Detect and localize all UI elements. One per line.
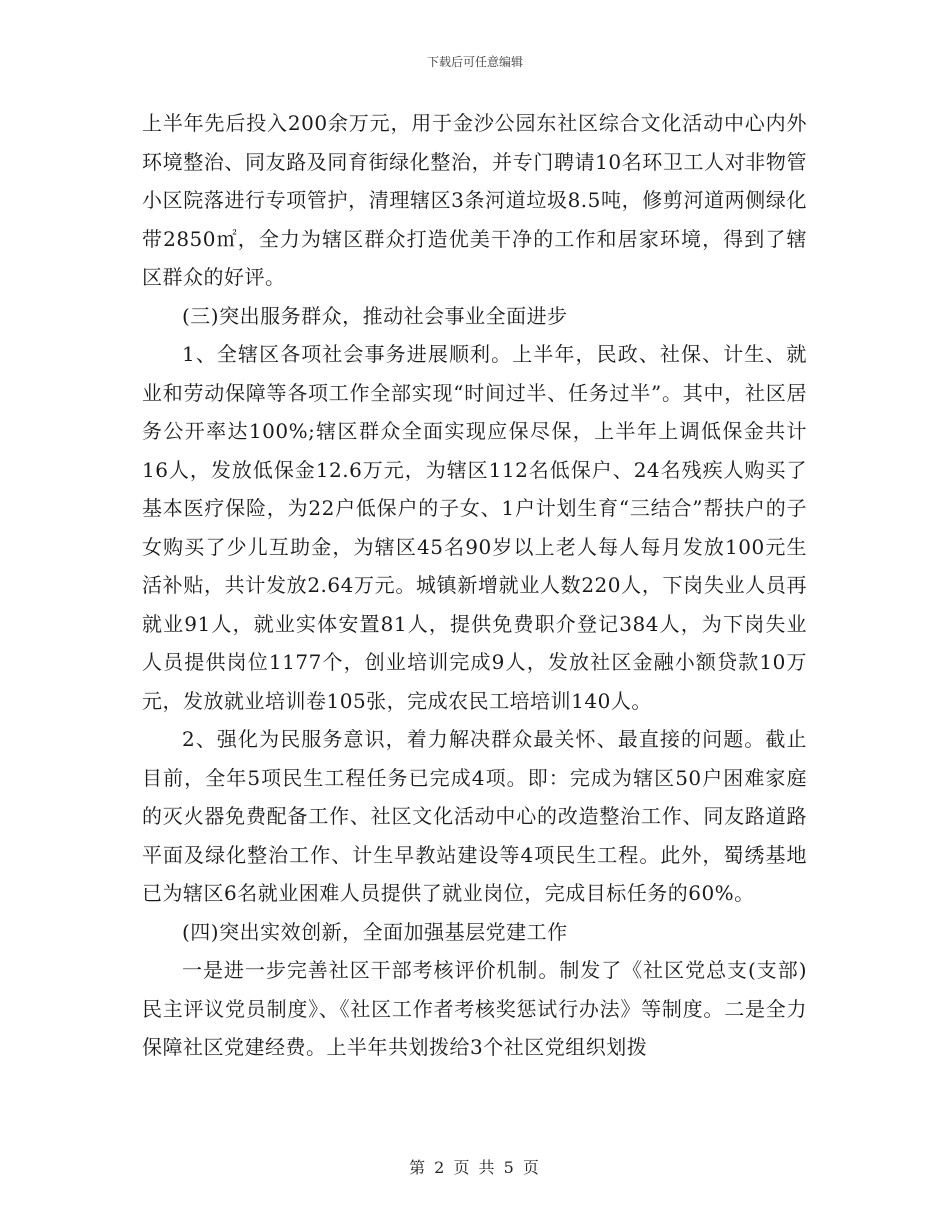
document-body [142,104,807,1067]
section-heading-4: (四)突出实效创新，全面加强基层党建工作 [182,919,568,944]
paragraph-public-service: 2、强化为民服务意识，着力解决群众最关怀、最直接的问题。截止目前，全年5项民生工程任务已完成4项。即：完成为辖区50户困难家庭的灭火器免费配备工作、社区文化活动中心的改造整治工作、同友路道路平面及绿化整治工作、计生早教站建设等4项民生工程。此外，蜀绣基地已为辖区6名就业困难人员提供了就业岗位，完成目标任务的60%。 [142,727,807,905]
paragraph-social-affairs: 1、全辖区各项社会事务进展顺利。上半年，民政、社保、计生、就业和劳动保障等各项工作全部实现“时间过半、任务过半”。其中，社区居务公开率达100%;辖区群众全面实现应保尽保，上半年上调低保金共计16人，发放低保金12.6万元，为辖区112名低保户、24名残疾人购买了基本医疗保险，为22户低保户的子女、1户计划生育“三结合”帮扶户的子女购买了少儿互助金，为辖区45名90岁以上老人每人每月发放100元生活补贴，共计发放2.64万元。城镇新增就业人数220人，下岗失业人员再就业91人，就业实体安置81人，提供免费职介登记384人，为下岗失业人员提供岗位1177个，创业培训完成9人，发放社区金融小额贷款10万元，发放就业培训卷105张，完成农民工培培训140人。 [142,342,807,713]
paragraph-party-building: 一是进一步完善社区干部考核评价机制。制发了《社区党总支(支部)民主评议党员制度》、《社区工作者考核奖惩试行办法》等制度。二是全力保障社区党建经费。上半年共划拨给3个社区党组织划拨 [142,958,807,1059]
section-heading-3: (三)突出服务群众，推动社会事业全面进步 [182,303,568,328]
page-number: 第 2 页 共 5 页 [409,1158,541,1177]
page-header: 下载后可任意编辑 [426,55,523,69]
paragraph-environment: 上半年先后投入200余万元，用于金沙公园东社区综合文化活动中心内外环境整治、同友路及同育街绿化整治，并专门聘请10名环卫工人对非物管小区院落进行专项管护，清理辖区3条河道垃圾8.5吨，修剪河道两侧绿化带2850㎡，全力为辖区群众打造优美干净的工作和居家环境，得到了辖区群众的好评。 [142,111,807,289]
